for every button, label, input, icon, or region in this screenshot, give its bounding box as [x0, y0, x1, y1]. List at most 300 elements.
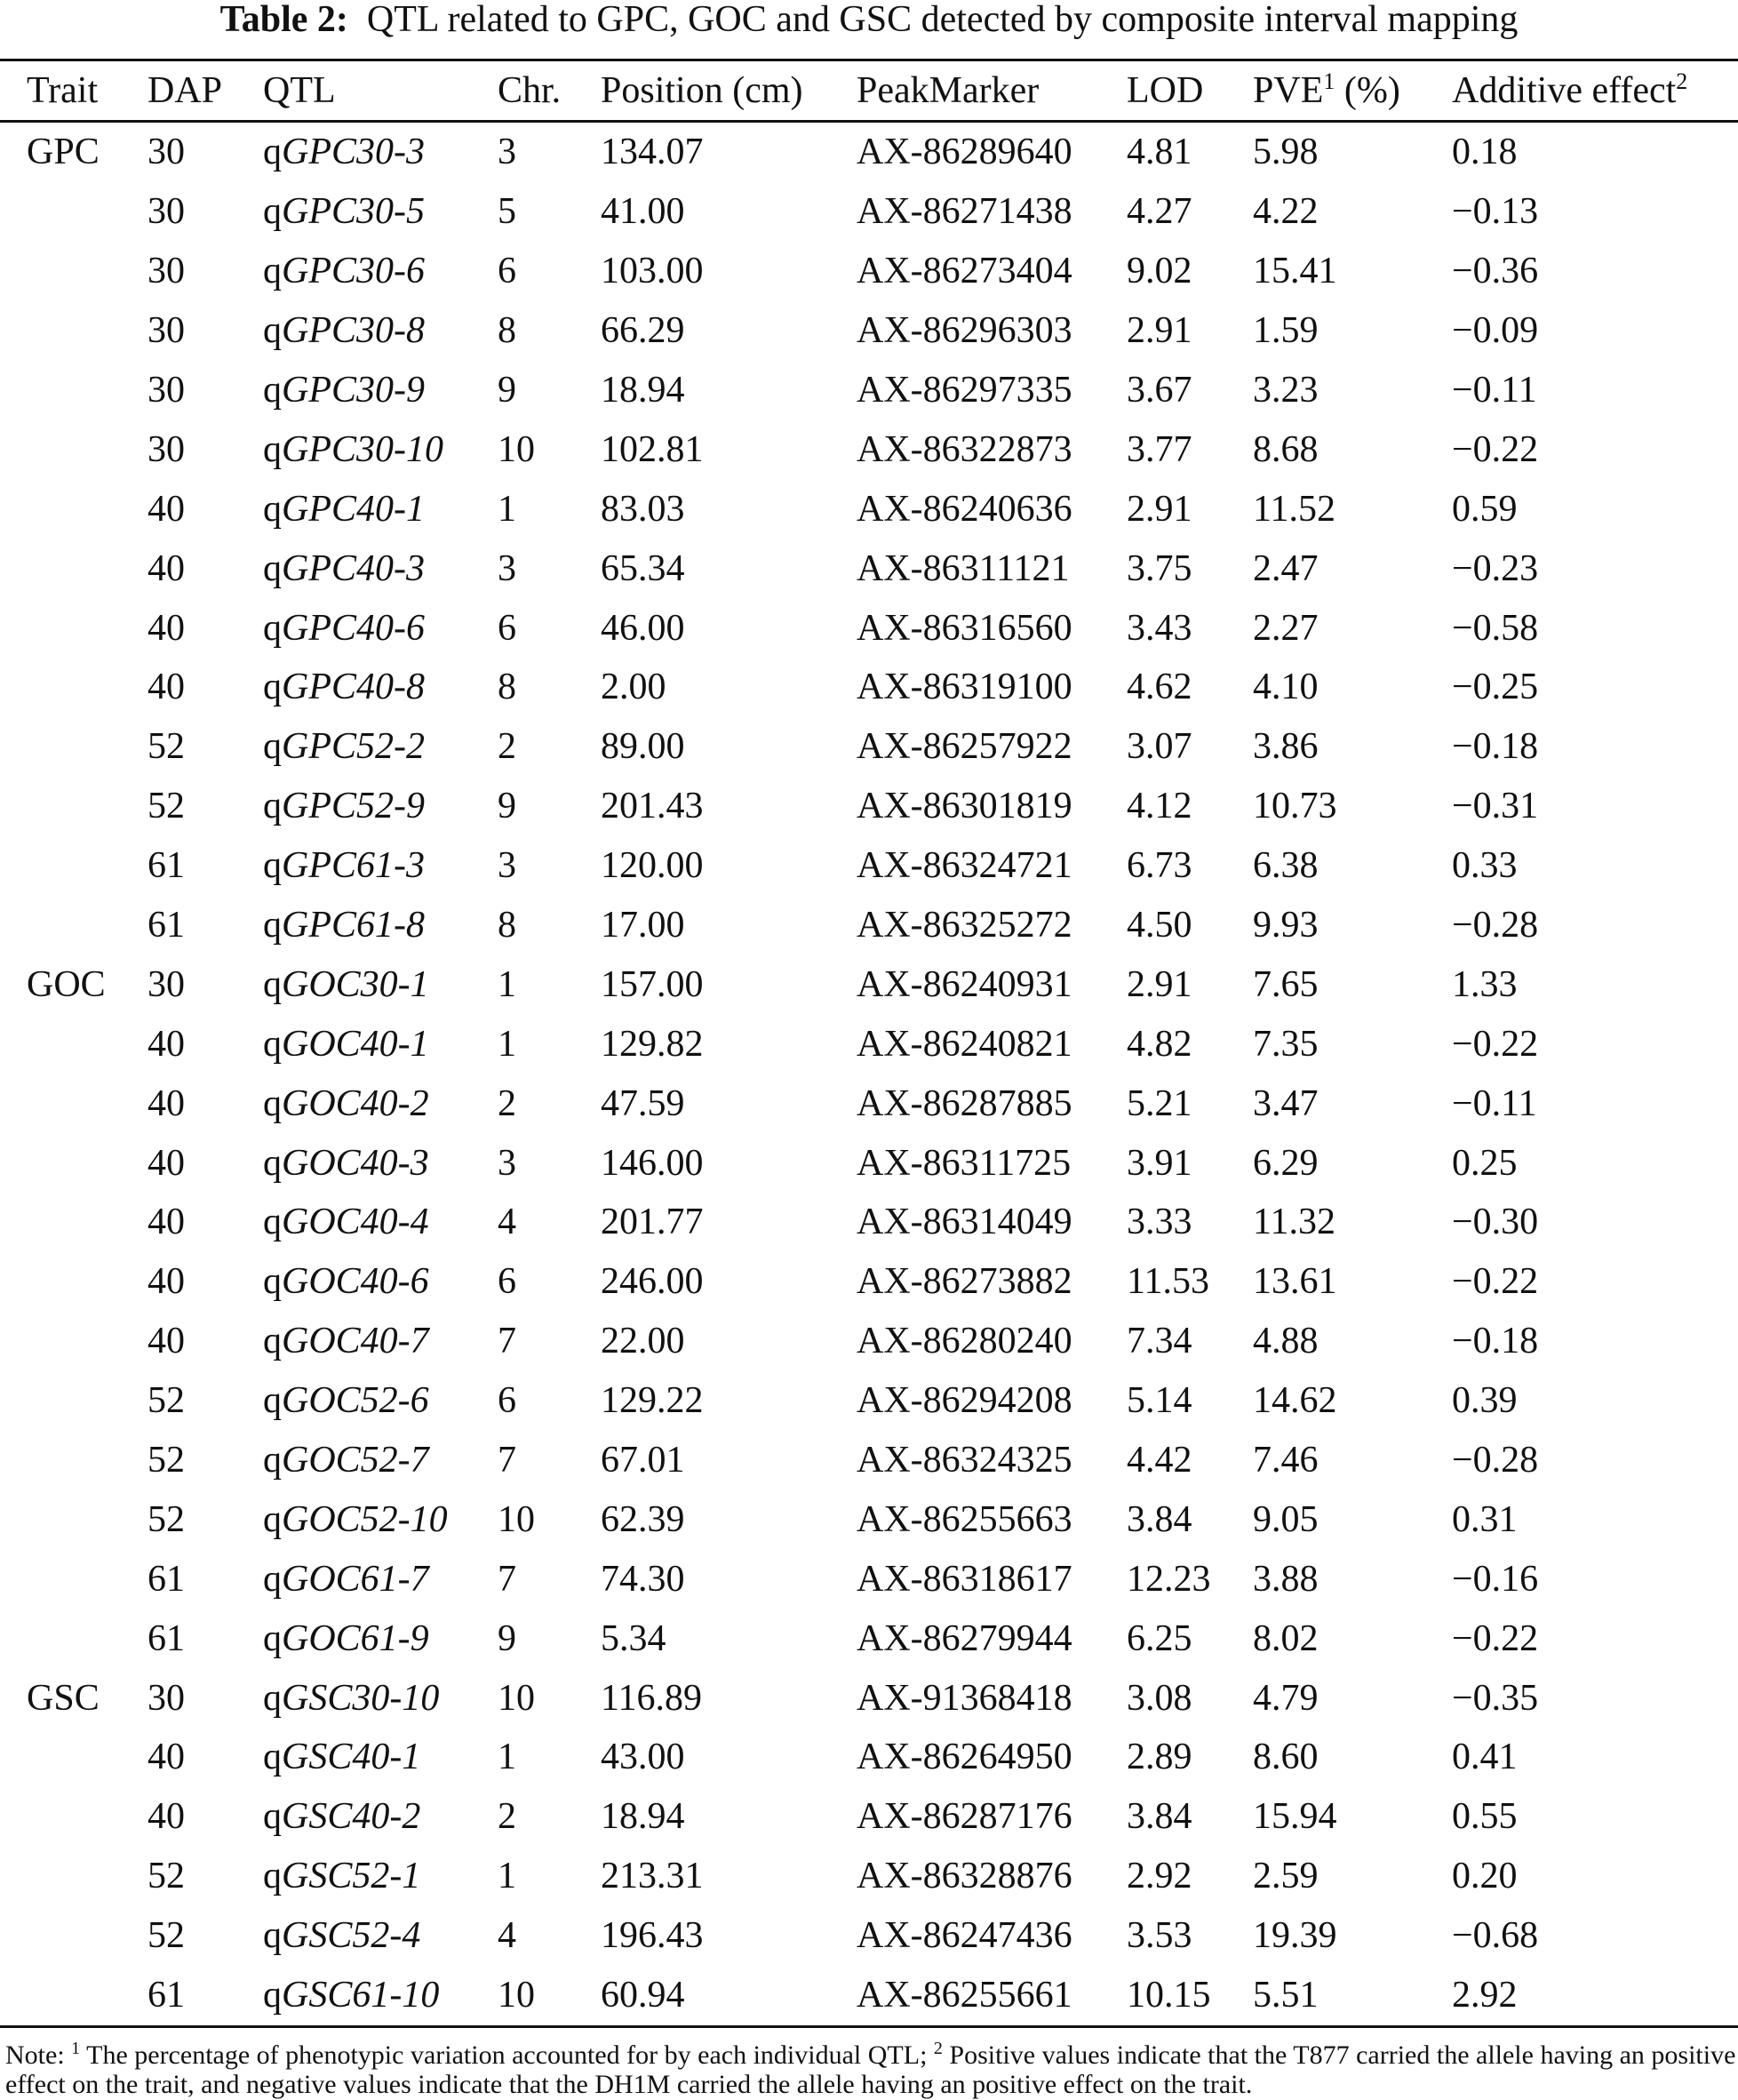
- cell-qtl: qGPC61-8: [263, 905, 425, 946]
- cell-trait: [0, 361, 147, 420]
- cell-additive: −0.18: [1452, 1321, 1539, 1362]
- table-row: [0, 1193, 1738, 1252]
- cell-qtl: qGPC40-1: [263, 488, 425, 530]
- cell-additive: −0.22: [1452, 1617, 1539, 1659]
- cell-peakmarker: AX-86294208: [857, 1380, 1072, 1422]
- cell-pve: 5.98: [1253, 132, 1319, 173]
- cell-dap: 40: [147, 488, 185, 530]
- cell-peakmarker: AX-86257922: [857, 726, 1072, 768]
- additive-footnote-mark: 2: [1676, 68, 1688, 94]
- cell-qtl: qGOC30-1: [263, 963, 429, 1005]
- cell-peakmarker: AX-86311725: [857, 1142, 1072, 1184]
- cell-lod: 4.82: [1127, 1023, 1192, 1065]
- cell-dap: 40: [147, 1202, 185, 1243]
- cell-trait: [0, 1906, 147, 1966]
- cell-dap: 30: [147, 310, 185, 352]
- cell-chr: 7: [498, 1321, 516, 1362]
- cell-pve: 3.47: [1253, 1082, 1319, 1124]
- cell-chr: 8: [498, 667, 516, 708]
- col-header-peakmarker: PeakMarker: [857, 70, 1040, 111]
- cell-peakmarker: AX-86255663: [857, 1498, 1072, 1540]
- cell-pve: 15.41: [1253, 251, 1337, 292]
- cell-trait: [0, 1847, 147, 1906]
- cell-qtl: qGOC52-6: [263, 1380, 429, 1422]
- cell-pve: 3.88: [1253, 1558, 1319, 1600]
- cell-trait: [0, 717, 147, 777]
- cell-trait: [0, 777, 147, 836]
- cell-additive: −0.11: [1452, 1082, 1537, 1124]
- cell-chr: 3: [498, 547, 516, 589]
- cell-lod: 3.53: [1127, 1915, 1192, 1957]
- cell-pve: 5.51: [1253, 1975, 1319, 2016]
- cell-additive: −0.25: [1452, 667, 1539, 708]
- cell-trait: [0, 539, 147, 598]
- table-title: [0, 0, 1738, 39]
- cell-dap: 61: [147, 1975, 185, 2016]
- cell-qtl: qGPC30-8: [263, 310, 425, 352]
- cell-chr: 10: [498, 1677, 535, 1719]
- cell-qtl: qGOC52-10: [263, 1498, 448, 1540]
- cell-chr: 1: [498, 963, 516, 1005]
- cell-peakmarker: AX-86247436: [857, 1915, 1072, 1957]
- col-header-chr: Chr.: [498, 70, 562, 111]
- cell-trait: [0, 182, 147, 242]
- table-row: [0, 479, 1738, 539]
- cell-chr: 2: [498, 1796, 516, 1838]
- cell-dap: 52: [147, 786, 185, 827]
- cell-qtl: qGPC30-6: [263, 251, 425, 292]
- cell-dap: 40: [147, 1023, 185, 1065]
- cell-additive: 0.20: [1452, 1856, 1518, 1897]
- cell-position: 17.00: [601, 905, 685, 946]
- cell-position: 196.43: [601, 1915, 704, 1957]
- cell-dap: 52: [147, 1498, 185, 1540]
- cell-additive: −0.13: [1452, 191, 1539, 233]
- cell-dap: 52: [147, 1380, 185, 1422]
- cell-dap: 52: [147, 726, 185, 768]
- cell-chr: 1: [498, 488, 516, 530]
- cell-additive: 0.55: [1452, 1796, 1518, 1838]
- cell-dap: 61: [147, 845, 185, 887]
- cell-lod: 2.92: [1127, 1856, 1192, 1897]
- cell-pve: 2.27: [1253, 607, 1319, 649]
- cell-lod: 4.27: [1127, 191, 1192, 233]
- table-row: [0, 1847, 1738, 1906]
- cell-position: 83.03: [601, 488, 685, 530]
- cell-dap: 52: [147, 1440, 185, 1481]
- cell-lod: 2.89: [1127, 1737, 1192, 1778]
- cell-peakmarker: AX-86324325: [857, 1440, 1072, 1481]
- cell-lod: 4.62: [1127, 667, 1192, 708]
- cell-position: 120.00: [601, 845, 704, 887]
- cell-pve: 19.39: [1253, 1915, 1337, 1957]
- cell-trait: [0, 242, 147, 301]
- cell-trait: [0, 896, 147, 955]
- cell-position: 66.29: [601, 310, 685, 352]
- cell-additive: 0.41: [1452, 1737, 1518, 1778]
- cell-peakmarker: AX-86311121: [857, 547, 1070, 589]
- cell-pve: 8.02: [1253, 1617, 1319, 1659]
- cell-peakmarker: AX-86316560: [857, 607, 1072, 649]
- cell-lod: 4.12: [1127, 786, 1192, 827]
- cell-lod: 3.75: [1127, 547, 1192, 589]
- table-row: [0, 1133, 1738, 1193]
- cell-dap: 40: [147, 607, 185, 649]
- cell-additive: 2.92: [1452, 1975, 1518, 2016]
- cell-position: 213.31: [601, 1856, 704, 1897]
- cell-peakmarker: AX-86280240: [857, 1321, 1072, 1362]
- cell-trait: [0, 419, 147, 479]
- cell-lod: 4.81: [1127, 132, 1192, 173]
- cell-lod: 3.08: [1127, 1677, 1192, 1719]
- cell-qtl: qGSC61-10: [263, 1975, 440, 2016]
- cell-dap: 40: [147, 1082, 185, 1124]
- cell-lod: 2.91: [1127, 310, 1192, 352]
- cell-position: 47.59: [601, 1082, 685, 1124]
- cell-trait: [0, 1549, 147, 1609]
- cell-dap: 30: [147, 132, 185, 173]
- cell-lod: 3.84: [1127, 1498, 1192, 1540]
- cell-lod: 6.73: [1127, 845, 1192, 887]
- cell-qtl: qGSC52-4: [263, 1915, 421, 1957]
- cell-dap: 52: [147, 1856, 185, 1897]
- col-header-lod: LOD: [1127, 70, 1204, 111]
- table-caption: QTL related to GPC, GOC and GSC detected by composite interval mapping: [366, 0, 1519, 40]
- cell-dap: 30: [147, 963, 185, 1005]
- table-row: [0, 717, 1738, 777]
- cell-peakmarker: AX-86240821: [857, 1023, 1072, 1065]
- note-mark-2: 2: [933, 2039, 943, 2058]
- cell-position: 201.77: [601, 1202, 704, 1243]
- cell-peakmarker: AX-86314049: [857, 1202, 1072, 1243]
- cell-position: 60.94: [601, 1975, 685, 2016]
- cell-position: 134.07: [601, 132, 704, 173]
- col-header-dap: DAP: [147, 70, 223, 111]
- cell-position: 103.00: [601, 251, 704, 292]
- cell-lod: 2.91: [1127, 488, 1192, 530]
- cell-chr: 10: [498, 1975, 535, 2016]
- cell-chr: 10: [498, 428, 535, 470]
- table-row: [0, 1906, 1738, 1966]
- cell-position: 62.39: [601, 1498, 685, 1540]
- cell-qtl: qGOC40-4: [263, 1202, 429, 1243]
- cell-qtl: qGSC52-1: [263, 1856, 421, 1897]
- cell-lod: 4.42: [1127, 1440, 1192, 1481]
- cell-qtl: qGOC52-7: [263, 1440, 429, 1481]
- cell-position: 89.00: [601, 726, 685, 768]
- cell-position: 67.01: [601, 1440, 685, 1481]
- cell-trait: [0, 1431, 147, 1490]
- cell-additive: −0.68: [1452, 1915, 1539, 1957]
- cell-peakmarker: AX-86324721: [857, 845, 1072, 887]
- cell-qtl: qGPC30-5: [263, 191, 425, 233]
- table-row: [0, 1609, 1738, 1668]
- cell-trait: [0, 1371, 147, 1431]
- cell-pve: 4.22: [1253, 191, 1319, 233]
- cell-dap: 40: [147, 1261, 185, 1303]
- cell-qtl: qGPC52-2: [263, 726, 425, 768]
- cell-additive: 0.59: [1452, 488, 1518, 530]
- table-row: [0, 419, 1738, 479]
- cell-dap: 30: [147, 251, 185, 292]
- cell-peakmarker: AX-86301819: [857, 786, 1072, 827]
- cell-chr: 4: [498, 1915, 516, 1957]
- cell-pve: 8.60: [1253, 1737, 1319, 1778]
- cell-peakmarker: AX-86328876: [857, 1856, 1072, 1897]
- cell-chr: 3: [498, 132, 516, 173]
- cell-pve: 6.29: [1253, 1142, 1319, 1184]
- cell-chr: 6: [498, 1261, 516, 1303]
- cell-chr: 4: [498, 1202, 516, 1243]
- cell-trait: [0, 1966, 147, 2026]
- table-row: [0, 954, 1738, 1014]
- cell-additive: −0.28: [1452, 905, 1539, 946]
- cell-dap: 40: [147, 1142, 185, 1184]
- table-row: [0, 1966, 1738, 2026]
- cell-dap: 30: [147, 1677, 185, 1719]
- cell-pve: 6.38: [1253, 845, 1319, 887]
- cell-peakmarker: AX-86279944: [857, 1617, 1072, 1659]
- cell-additive: −0.16: [1452, 1558, 1539, 1600]
- table-row: [0, 658, 1738, 717]
- cell-pve: 7.46: [1253, 1440, 1319, 1481]
- cell-trait: [0, 1014, 147, 1074]
- cell-dap: 61: [147, 905, 185, 946]
- cell-pve: 8.68: [1253, 428, 1319, 470]
- table-row: [0, 539, 1738, 598]
- cell-dap: 40: [147, 667, 185, 708]
- cell-chr: 1: [498, 1023, 516, 1065]
- cell-position: 146.00: [601, 1142, 704, 1184]
- cell-qtl: qGPC30-9: [263, 370, 425, 411]
- cell-additive: −0.30: [1452, 1202, 1539, 1243]
- table-row: [0, 182, 1738, 242]
- cell-position: 5.34: [601, 1617, 666, 1659]
- cell-lod: 4.50: [1127, 905, 1192, 946]
- table-row: [0, 1371, 1738, 1431]
- cell-position: 43.00: [601, 1737, 685, 1778]
- cell-chr: 1: [498, 1856, 516, 1897]
- col-header-qtl: QTL: [263, 70, 336, 111]
- cell-additive: −0.11: [1452, 370, 1537, 411]
- cell-lod: 3.67: [1127, 370, 1192, 411]
- table-row: [0, 1728, 1738, 1787]
- cell-pve: 15.94: [1253, 1796, 1337, 1838]
- cell-position: 116.89: [601, 1677, 702, 1719]
- cell-position: 41.00: [601, 191, 685, 233]
- cell-qtl: qGPC40-3: [263, 547, 425, 589]
- cell-pve: 4.79: [1253, 1677, 1319, 1719]
- cell-peakmarker: AX-86255661: [857, 1975, 1072, 2016]
- cell-additive: 0.18: [1452, 132, 1518, 173]
- cell-chr: 2: [498, 1082, 516, 1124]
- col-header-position: Position (cm): [601, 70, 803, 111]
- cell-chr: 9: [498, 370, 516, 411]
- cell-lod: 3.33: [1127, 1202, 1192, 1243]
- cell-position: 74.30: [601, 1558, 685, 1600]
- cell-chr: 7: [498, 1558, 516, 1600]
- cell-position: 22.00: [601, 1321, 685, 1362]
- cell-lod: 10.15: [1127, 1975, 1211, 2016]
- cell-trait: [0, 1787, 147, 1847]
- cell-additive: 1.33: [1452, 963, 1518, 1005]
- col-header-additive: Additive effect$^2$: [1452, 68, 1688, 111]
- table-row: [0, 1014, 1738, 1074]
- cell-position: 46.00: [601, 607, 685, 649]
- cell-qtl: qGPC40-8: [263, 667, 425, 708]
- cell-additive: −0.28: [1452, 1440, 1539, 1481]
- cell-chr: 10: [498, 1498, 535, 1540]
- cell-qtl: qGSC40-2: [263, 1796, 421, 1838]
- cell-qtl: qGOC40-2: [263, 1082, 429, 1124]
- cell-dap: 30: [147, 191, 185, 233]
- cell-trait: [0, 1489, 147, 1549]
- table-row: [0, 1252, 1738, 1312]
- cell-trait: [0, 479, 147, 539]
- table-row: [0, 1549, 1738, 1609]
- cell-chr: 8: [498, 310, 516, 352]
- cell-chr: 3: [498, 1142, 516, 1184]
- cell-lod: 3.84: [1127, 1796, 1192, 1838]
- cell-pve: 4.88: [1253, 1321, 1319, 1362]
- cell-qtl: qGPC61-3: [263, 845, 425, 887]
- cell-chr: 2: [498, 726, 516, 768]
- table-row: [0, 896, 1738, 955]
- cell-dap: 61: [147, 1617, 185, 1659]
- cell-position: 2.00: [601, 667, 666, 708]
- cell-lod: 5.21: [1127, 1082, 1192, 1124]
- cell-dap: 40: [147, 547, 185, 589]
- col-header-pve: PVE$^1$ (%): [1253, 68, 1400, 111]
- cell-trait: [0, 598, 147, 658]
- cell-trait: GPC: [27, 132, 100, 173]
- cell-dap: 30: [147, 428, 185, 470]
- cell-lod: 2.91: [1127, 963, 1192, 1005]
- cell-trait: [0, 1312, 147, 1371]
- table-row: [0, 122, 1738, 182]
- cell-pve: 13.61: [1253, 1261, 1337, 1303]
- cell-trait: [0, 1728, 147, 1787]
- header-row: [0, 60, 1738, 122]
- cell-peakmarker: AX-91368418: [857, 1677, 1072, 1719]
- cell-additive: −0.18: [1452, 726, 1539, 768]
- cell-trait: [0, 1193, 147, 1252]
- cell-peakmarker: AX-86273882: [857, 1261, 1072, 1303]
- cell-dap: 61: [147, 1558, 185, 1600]
- cell-lod: 9.02: [1127, 251, 1192, 292]
- cell-dap: 40: [147, 1321, 185, 1362]
- cell-chr: 9: [498, 1617, 516, 1659]
- cell-chr: 6: [498, 251, 516, 292]
- note-mark-1: 1: [71, 2039, 81, 2058]
- cell-additive: −0.31: [1452, 786, 1539, 827]
- cell-chr: 9: [498, 786, 516, 827]
- cell-peakmarker: AX-86319100: [857, 667, 1072, 708]
- table-row: [0, 242, 1738, 301]
- cell-pve: 3.86: [1253, 726, 1319, 768]
- cell-lod: 7.34: [1127, 1321, 1192, 1362]
- cell-position: 129.82: [601, 1023, 704, 1065]
- cell-additive: 0.33: [1452, 845, 1518, 887]
- cell-chr: 6: [498, 607, 516, 649]
- cell-pve: 9.05: [1253, 1498, 1319, 1540]
- table-row: [0, 1074, 1738, 1133]
- cell-additive: −0.22: [1452, 1023, 1539, 1065]
- cell-additive: −0.22: [1452, 1261, 1539, 1303]
- cell-chr: 7: [498, 1440, 516, 1481]
- cell-qtl: qGSC30-10: [263, 1677, 440, 1719]
- cell-trait: [0, 301, 147, 361]
- cell-dap: 52: [147, 1915, 185, 1957]
- cell-trait: GOC: [27, 963, 106, 1005]
- table-row: [0, 361, 1738, 420]
- table-row: [0, 1489, 1738, 1549]
- cell-peakmarker: AX-86289640: [857, 132, 1072, 173]
- cell-chr: 6: [498, 1380, 516, 1422]
- cell-pve: 1.59: [1253, 310, 1319, 352]
- cell-pve: 2.59: [1253, 1856, 1319, 1897]
- cell-qtl: qGPC52-9: [263, 786, 425, 827]
- cell-lod: 11.53: [1127, 1261, 1209, 1303]
- cell-position: 201.43: [601, 786, 704, 827]
- cell-chr: 1: [498, 1737, 516, 1778]
- cell-lod: 5.14: [1127, 1380, 1192, 1422]
- cell-trait: [0, 1074, 147, 1133]
- cell-peakmarker: AX-86318617: [857, 1558, 1072, 1600]
- cell-additive: 0.31: [1452, 1498, 1518, 1540]
- cell-trait: [0, 1252, 147, 1312]
- cell-lod: 6.25: [1127, 1617, 1192, 1659]
- cell-peakmarker: AX-86297335: [857, 370, 1072, 411]
- cell-pve: 2.47: [1253, 547, 1319, 589]
- cell-trait: GSC: [27, 1677, 100, 1719]
- cell-lod: 12.23: [1127, 1558, 1211, 1600]
- cell-peakmarker: AX-86273404: [857, 251, 1072, 292]
- cell-additive: −0.36: [1452, 251, 1539, 292]
- cell-peakmarker: AX-86325272: [857, 905, 1072, 946]
- cell-qtl: qGOC40-3: [263, 1142, 429, 1184]
- cell-lod: 3.07: [1127, 726, 1192, 768]
- cell-dap: 30: [147, 370, 185, 411]
- cell-qtl: qGOC61-9: [263, 1617, 429, 1659]
- cell-peakmarker: AX-86322873: [857, 428, 1072, 470]
- cell-trait: [0, 1133, 147, 1193]
- cell-additive: −0.23: [1452, 547, 1539, 589]
- cell-pve: 11.52: [1253, 488, 1335, 530]
- cell-qtl: qGPC30-10: [263, 428, 443, 470]
- cell-position: 18.94: [601, 1796, 685, 1838]
- cell-qtl: qGPC40-6: [263, 607, 425, 649]
- cell-position: 246.00: [601, 1261, 704, 1303]
- cell-trait: [0, 658, 147, 717]
- cell-chr: 3: [498, 845, 516, 887]
- cell-chr: 5: [498, 191, 516, 233]
- cell-pve: 9.93: [1253, 905, 1319, 946]
- cell-peakmarker: AX-86240636: [857, 488, 1072, 530]
- cell-qtl: qGOC61-7: [263, 1558, 429, 1600]
- cell-lod: 3.91: [1127, 1142, 1192, 1184]
- table-body: [0, 122, 1738, 2027]
- cell-qtl: qGPC30-3: [263, 132, 425, 173]
- table-row: [0, 598, 1738, 658]
- cell-position: 129.22: [601, 1380, 704, 1422]
- cell-additive: −0.58: [1452, 607, 1539, 649]
- cell-qtl: qGSC40-1: [263, 1737, 421, 1778]
- cell-dap: 40: [147, 1796, 185, 1838]
- cell-pve: 11.32: [1253, 1202, 1335, 1243]
- table-row: [0, 1431, 1738, 1490]
- table-row: [0, 1312, 1738, 1371]
